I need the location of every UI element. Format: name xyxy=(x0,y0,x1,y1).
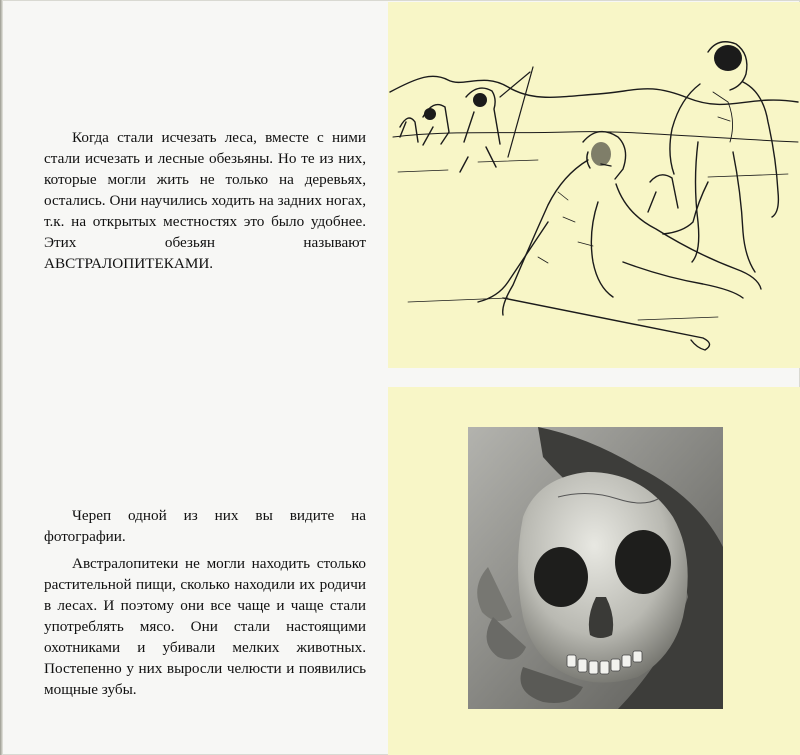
illustration-panel-top xyxy=(388,2,800,368)
skull-in-hand-image xyxy=(468,427,723,709)
paragraph-forests: Когда стали исчезать леса, вместе с ними стали исчезать и лесные обезьяны. Но те из них, которые могли жить не только на деревьях, остались. Они научились ходить на задних ногах, т.к. на открытых местностях это было удобнее. Этих обезьян называют АВСТРАЛОПИТЕКАМИ. xyxy=(44,129,366,272)
skull-photo xyxy=(468,427,723,709)
paragraph-skull: Череп одной из них вы видите на фотографии. xyxy=(44,507,366,545)
australopithecines-drawing xyxy=(388,2,800,368)
paragraph-hunting: Австралопитеки не могли находить столько растительной пищи, сколько находили их родичи в лесах. И поэтому они все чаще и чаще стали употреблять мясо. Они стали настоящими охотниками и убивали мелких животных. Постепенно у них выросли челюсти и появились мощные зубы. xyxy=(44,555,366,698)
text-block-top xyxy=(44,127,366,274)
page-binding-edge xyxy=(0,0,3,755)
illustration-panel-bottom xyxy=(388,387,800,755)
text-block-bottom xyxy=(44,505,366,700)
